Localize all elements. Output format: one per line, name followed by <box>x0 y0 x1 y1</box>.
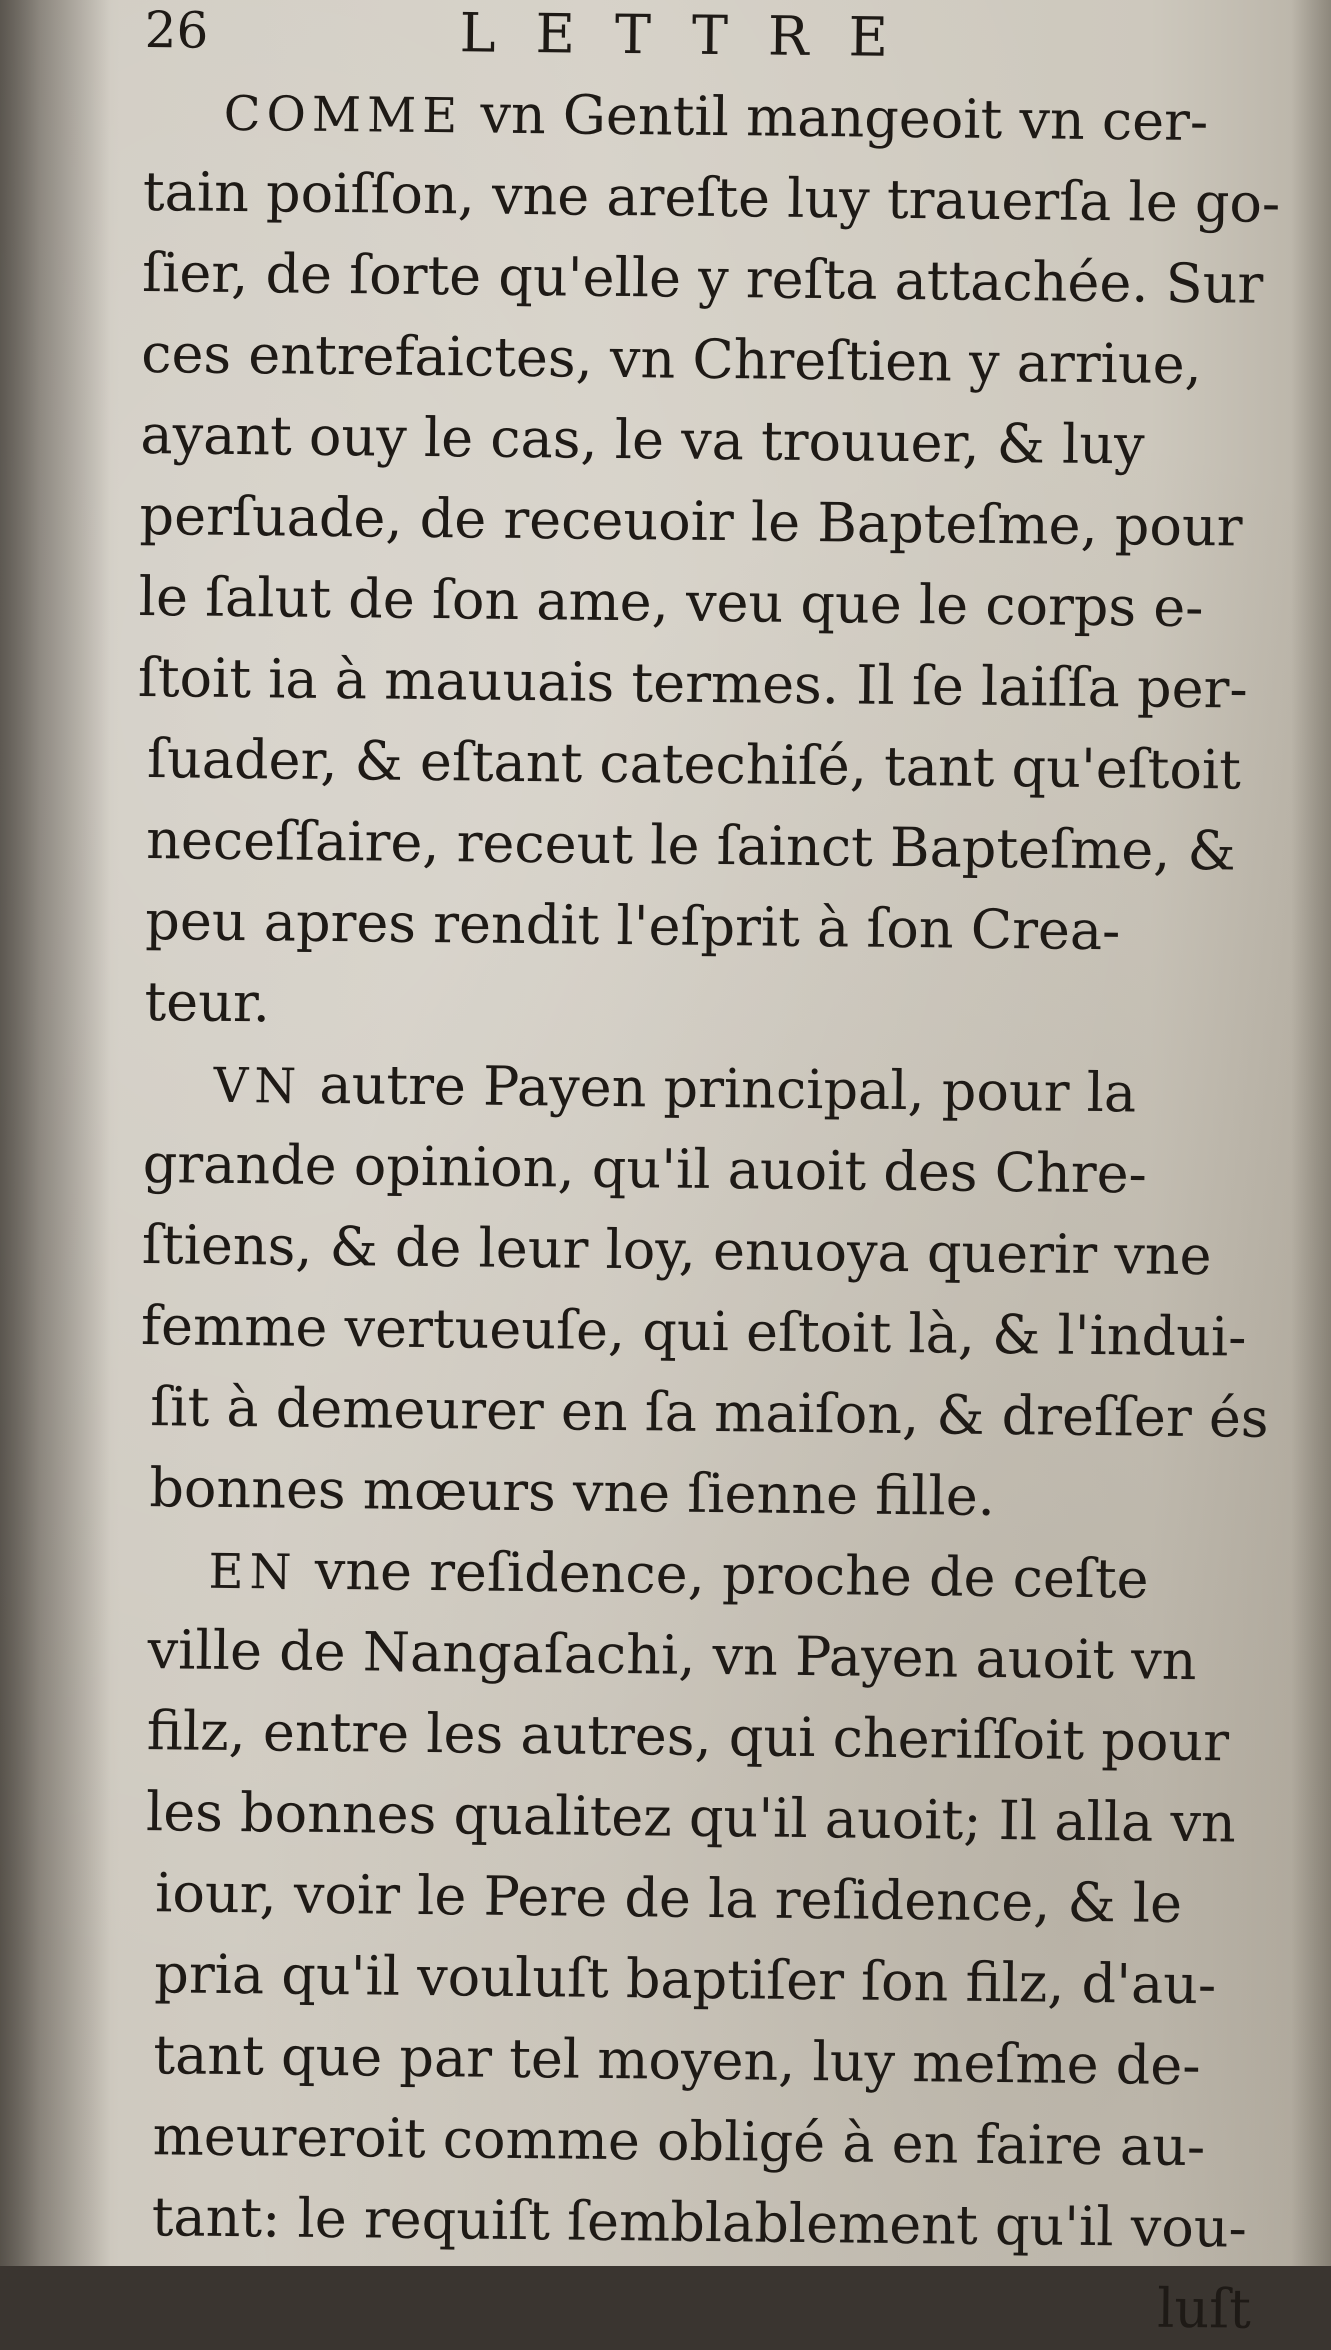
page-text <box>121 0 1295 2350</box>
text-line: ſuader, & eſtant catechiſé, tant qu'eſtoit <box>146 727 1242 802</box>
text-line: grande opinion, qu'il auoit des Chre- <box>142 1132 1148 1206</box>
text-line: ſtoit ia à mauuais termes. Il ſe laiſſa per- <box>137 645 1249 721</box>
paragraph-1 <box>134 70 1294 1054</box>
text-line: ſier, de ſorte qu'elle y reſta attachée. Sur <box>141 240 1264 316</box>
text-line: peu apres rendit l'eſprit à ſon Crea- <box>145 889 1121 963</box>
lead-word: COMME <box>223 85 464 145</box>
text-line: ces entrefaictes, vn Chreſtien y arriue, <box>140 321 1203 397</box>
text-line: tant que par tel moyen, luy meſme de- <box>153 2023 1201 2098</box>
text-line: ville de Nangaſachi, vn Payen auoit vn <box>147 1618 1197 1693</box>
text-line: COMME vn Gentil mangeoit vn cer- <box>223 82 1209 154</box>
page-header <box>144 0 1295 82</box>
lead-word: VN <box>213 1057 303 1115</box>
text-line: le ſalut de ſon ame, veu que le corps e- <box>138 564 1204 640</box>
text-line: bonnes mœurs vne ſienne fille. <box>149 1456 996 1528</box>
text-line: meureroit comme obligé à en faire au- <box>152 2104 1206 2179</box>
text-line: EN vne reſidence, proche de ceſte <box>208 1538 1149 1611</box>
paragraph-2 <box>129 1042 1284 1540</box>
page-number: 26 <box>144 0 209 60</box>
text-line: filz, entre les autres, qui cheriſſoit pour <box>146 1699 1230 1774</box>
catchword: luſt <box>1156 2276 1252 2341</box>
text-line: femme vertueuſe, qui eſtoit là, & l'indui- <box>140 1294 1247 1369</box>
text-line: ſtiens, & de leur loy, enuoya querir vne <box>141 1213 1212 1288</box>
text-line: iour, voir le Pere de la reſidence, & le <box>154 1861 1183 1935</box>
text-line: les bonnes qualitez qu'il auoit; Il alla vn <box>145 1780 1237 1855</box>
edge-shadow <box>1291 0 1331 2266</box>
gutter-shadow <box>0 0 110 2266</box>
text-line: ayant ouy le cas, le va trouuer, & luy <box>140 402 1145 477</box>
lead-word: EN <box>208 1543 298 1601</box>
text-line: perſuade, de receuoir le Bapteſme, pour <box>139 483 1243 559</box>
text-line: neceſſaire, receut le ſainct Bapteſme, & <box>145 808 1236 883</box>
text-line: VN autre Payen principal, pour la <box>213 1052 1137 1125</box>
running-head: LETTRE <box>459 1 929 70</box>
text-line: tain poiſſon, vne areſte luy trauerſa le go- <box>142 159 1281 235</box>
text-line: ſit à demeurer en ſa maiſon, & dreſſer és <box>149 1375 1269 1450</box>
text-line: teur. <box>144 970 271 1035</box>
text-line: pria qu'il vouluſt baptiſer ſon filz, d'au- <box>154 1942 1217 2017</box>
paragraph-3 <box>121 1528 1279 2269</box>
text-line: tant: le requiſt ſemblablement qu'il vou- <box>151 2185 1248 2260</box>
